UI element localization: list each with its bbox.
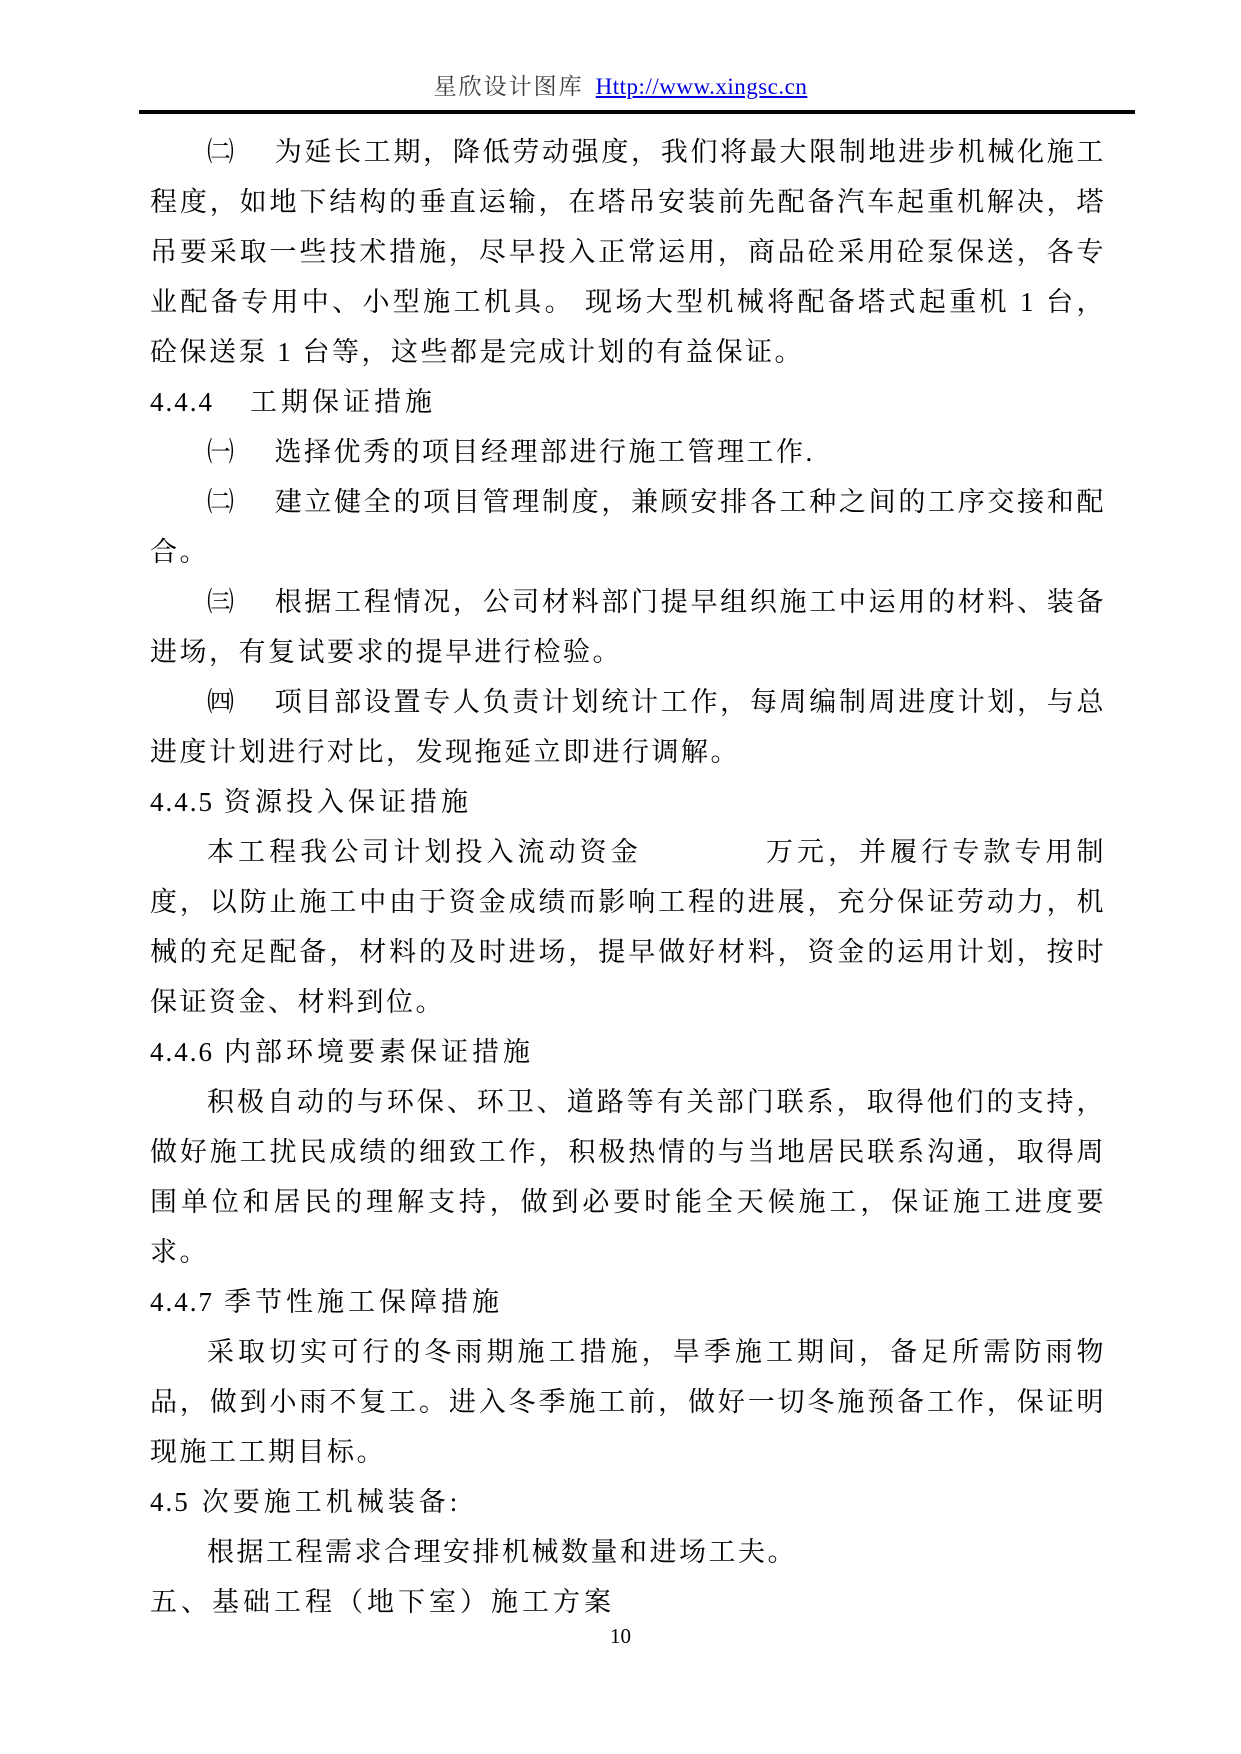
list-marker: ㈡ — [207, 487, 237, 517]
list-marker: ㈡ — [207, 137, 237, 167]
heading-4-5 — [150, 1477, 1106, 1527]
header-url-link[interactable]: Http://www.xingsc.cn — [595, 74, 808, 99]
page-header — [0, 72, 1241, 102]
paragraph-seasonal: 采取切实可行的冬雨期施工措施，旱季施工期间，备足所需防雨物品，做到小雨不复工。进入冬季施工前，做好一切冬施预备工作，保证明现施工工期目标。 — [150, 1337, 1106, 1467]
paragraph-environment: 积极自动的与环保、环卫、道路等有关部门联系，取得他们的支持，做好施工扰民成绩的细致工作，积极热情的与当地居民联系沟通，取得周围单位和居民的理解支持，做到必要时能全天候施工，保证施工进度要求。 — [150, 1087, 1106, 1267]
heading-number: 4.4.6 — [150, 1037, 214, 1067]
heading-number: 4.4.7 — [150, 1287, 214, 1317]
heading-4-4-4 — [150, 377, 1106, 427]
page-footer — [0, 1622, 1241, 1650]
list-item-text: 选择优秀的项目经理部进行施工管理工作. — [274, 437, 815, 467]
page-number: 10 — [610, 1624, 631, 1648]
list-marker: ㈢ — [207, 587, 237, 617]
heading-number: 4.5 — [150, 1487, 190, 1517]
list-item — [150, 427, 1106, 477]
document-body — [150, 127, 1106, 1627]
heading-title: 工期保证措施 — [250, 387, 436, 417]
header-rule — [139, 110, 1135, 114]
list-item — [150, 677, 1106, 777]
heading-4-4-5 — [150, 777, 1106, 827]
list-marker: ㈣ — [207, 687, 237, 717]
paragraph-text: 为延长工期，降低劳动强度，我们将最大限制地进步机械化施工程度，如地下结构的垂直运输，在塔吊安装前先配备汽车起重机解决，塔吊要采取一些技术措施，尽早投入正常运用，商品砼采用砼泵保送，各专业配备专用中、小型施工机具。 现场大型机械将配备塔式起重机 1 台，砼保送泵 1 台等，这些都是完成计划的有益保证。 — [150, 137, 1107, 367]
heading-number: 4.4.5 — [150, 787, 214, 817]
heading-title: 季节性施工保障措施 — [224, 1287, 503, 1317]
paragraph-machines: 根据工程需求合理安排机械数量和进场工夫。 — [207, 1537, 797, 1567]
list-marker: ㈠ — [207, 437, 237, 467]
heading-4-4-6 — [150, 1027, 1106, 1077]
list-item — [150, 477, 1106, 577]
list-item-text: 项目部设置专人负责计划统计工作，每周编制周进度计划，与总进度计划进行对比，发现拖延立即进行调解。 — [150, 687, 1107, 767]
heading-4-4-7 — [150, 1277, 1106, 1327]
paragraph-funds: 本工程我公司计划投入流动资金 万元，并履行专款专用制度，以防止施工中由于资金成绩而影响工程的进展，充分保证劳动力，机械的充足配备，材料的及时进场，提早做好材料，资金的运用计划，按时保证资金、材料到位。 — [150, 837, 1106, 1017]
header-site-name: 星欣设计图库 — [433, 74, 584, 99]
heading-section-5: 五、基础工程（地下室）施工方案 — [150, 1587, 615, 1617]
heading-number: 4.4.4 — [150, 387, 214, 417]
heading-title: 资源投入保证措施 — [224, 787, 472, 817]
heading-title: 次要施工机械装备: — [201, 1487, 462, 1517]
list-item — [150, 577, 1106, 677]
paragraph-intro — [150, 127, 1106, 377]
list-item-text: 建立健全的项目管理制度，兼顾安排各工种之间的工序交接和配合。 — [150, 487, 1107, 567]
heading-title: 内部环境要素保证措施 — [224, 1037, 534, 1067]
list-item-text: 根据工程情况，公司材料部门提早组织施工中运用的材料、装备进场，有复试要求的提早进行检验。 — [150, 587, 1107, 667]
